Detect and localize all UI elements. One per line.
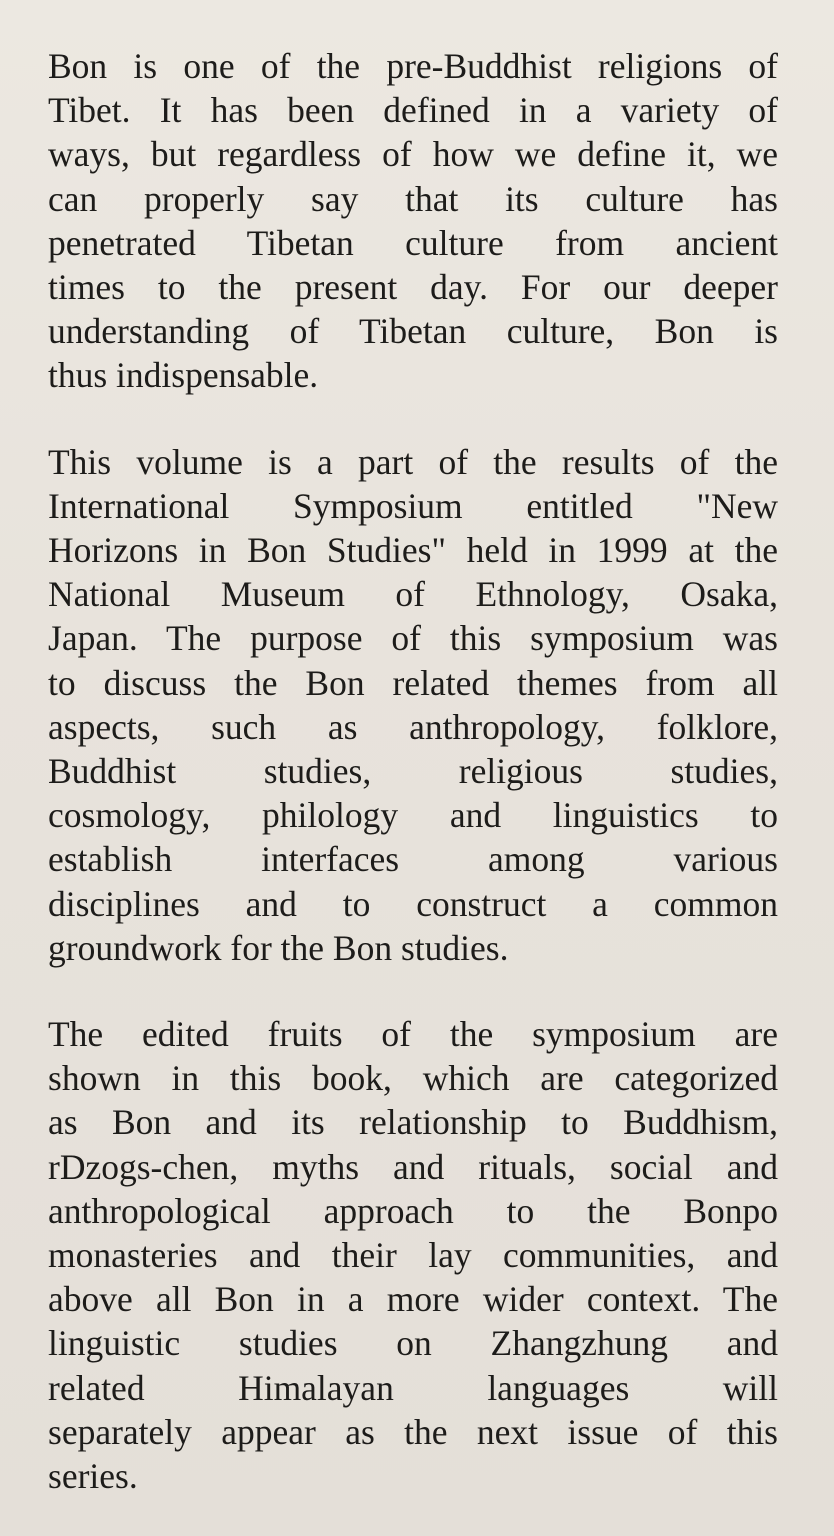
- text-line: thus indispensable.: [48, 355, 319, 396]
- paragraph-contents: [48, 1012, 778, 1498]
- text-line: shown in this book, which are categorized: [48, 1058, 778, 1099]
- text-line: establish interfaces among various: [48, 839, 778, 880]
- text-line: This volume is a part of the results of the: [48, 441, 778, 482]
- text-line: anthropological approach to the Bonpo: [48, 1190, 778, 1231]
- text-line: as Bon and its relationship to Buddhism,: [48, 1102, 778, 1143]
- text-line: International Symposium entitled "New: [48, 485, 778, 526]
- text-line: penetrated Tibetan culture from ancient: [48, 222, 778, 263]
- text-line: above all Bon in a more wider context. The: [48, 1279, 778, 1320]
- text-line: groundwork for the Bon studies.: [48, 927, 509, 968]
- text-line: times to the present day. For our deeper: [48, 267, 778, 308]
- paragraph-volume: [48, 440, 778, 970]
- paragraph-intro: [48, 44, 778, 398]
- text-line: series.: [48, 1456, 138, 1497]
- text-line: disciplines and to construct a common: [48, 883, 778, 924]
- text-line: separately appear as the next issue of this: [48, 1411, 778, 1452]
- text-line: rDzogs-chen, myths and rituals, social and: [48, 1146, 778, 1187]
- text-line: Buddhist studies, religious studies,: [48, 751, 778, 792]
- text-line: aspects, such as anthropology, folklore,: [48, 706, 778, 747]
- text-line: The edited fruits of the symposium are: [48, 1014, 778, 1055]
- text-line: monasteries and their lay communities, and: [48, 1235, 778, 1276]
- text-line: understanding of Tibetan culture, Bon is: [48, 311, 778, 352]
- text-line: ways, but regardless of how we define it, we: [48, 134, 778, 175]
- text-line: related Himalayan languages will: [48, 1367, 778, 1408]
- text-line: National Museum of Ethnology, Osaka,: [48, 574, 778, 615]
- text-line: to discuss the Bon related themes from all: [48, 662, 778, 703]
- text-line: Tibet. It has been defined in a variety of: [48, 90, 778, 131]
- text-line: linguistic studies on Zhangzhung and: [48, 1323, 778, 1364]
- text-line: Bon is one of the pre-Buddhist religions of: [48, 46, 778, 86]
- text-line: Japan. The purpose of this symposium was: [48, 618, 778, 659]
- text-line: Horizons in Bon Studies" held in 1999 at the: [48, 530, 778, 571]
- text-line: cosmology, philology and linguistics to: [48, 795, 778, 836]
- text-line: can properly say that its culture has: [48, 178, 778, 219]
